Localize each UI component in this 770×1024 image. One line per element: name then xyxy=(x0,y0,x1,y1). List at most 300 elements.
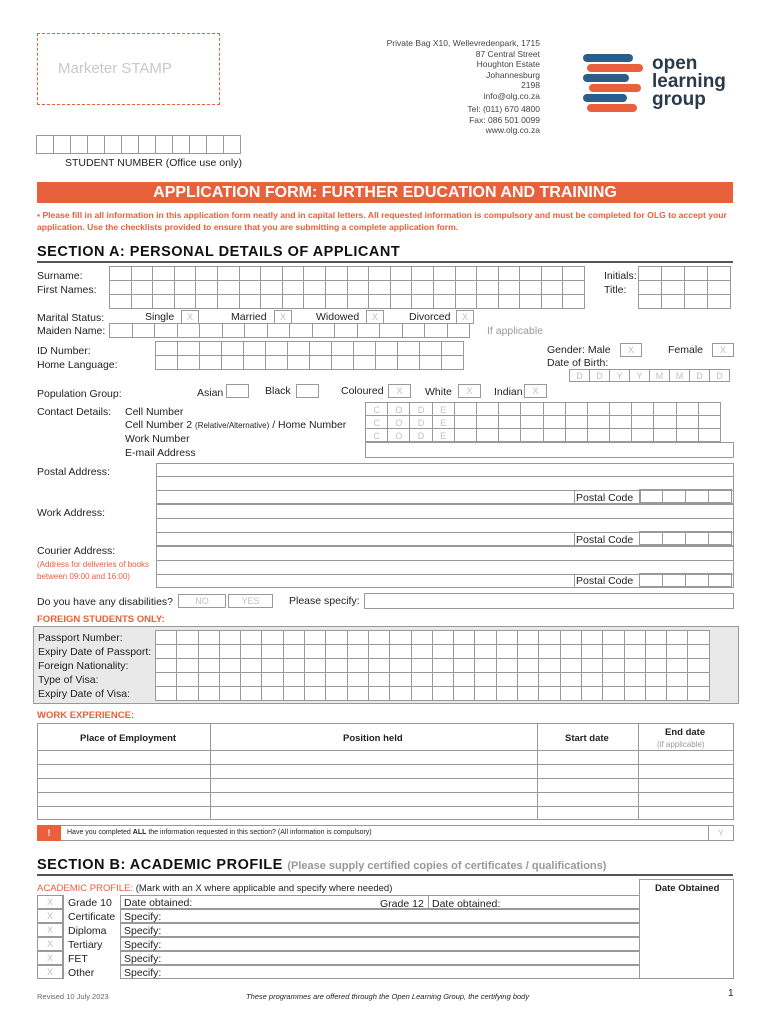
input-cell[interactable] xyxy=(541,294,564,309)
input-cell[interactable] xyxy=(538,644,560,659)
input-cell[interactable] xyxy=(662,573,686,587)
academic-row-input[interactable] xyxy=(120,937,640,951)
input-cell[interactable] xyxy=(283,644,305,659)
input-cell[interactable] xyxy=(174,294,197,309)
disability-specify-input[interactable] xyxy=(364,593,734,609)
input-cell[interactable] xyxy=(441,355,464,370)
input-cell[interactable] xyxy=(304,672,326,687)
input-cell[interactable] xyxy=(631,428,654,442)
input-cell[interactable] xyxy=(476,428,499,442)
input-cell[interactable] xyxy=(639,489,663,503)
input-cell[interactable] xyxy=(638,266,662,281)
input-cell[interactable] xyxy=(708,573,732,587)
input-cell[interactable] xyxy=(287,341,310,356)
input-cell[interactable] xyxy=(433,280,456,295)
input-cell[interactable] xyxy=(411,280,434,295)
input-cell[interactable] xyxy=(176,630,198,645)
input-cell[interactable] xyxy=(368,280,391,295)
input-cell[interactable] xyxy=(519,294,542,309)
input-cell[interactable] xyxy=(198,644,220,659)
academic-checkbox[interactable]: X xyxy=(37,937,63,951)
input-cell[interactable] xyxy=(176,686,198,701)
input-cell[interactable] xyxy=(411,686,433,701)
input-cell[interactable] xyxy=(261,630,283,645)
input-cell[interactable] xyxy=(662,489,686,503)
input-cell[interactable] xyxy=(283,672,305,687)
input-cell[interactable] xyxy=(219,644,241,659)
input-cell[interactable] xyxy=(283,658,305,673)
input-cell[interactable] xyxy=(565,402,588,416)
input-cell[interactable] xyxy=(496,644,518,659)
input-cell[interactable] xyxy=(131,294,154,309)
input-cell[interactable]: O xyxy=(387,402,410,416)
input-cell[interactable] xyxy=(152,294,175,309)
input-cell[interactable] xyxy=(432,644,454,659)
input-cell[interactable] xyxy=(474,658,496,673)
input-cell[interactable] xyxy=(109,280,132,295)
input-cell[interactable] xyxy=(240,644,262,659)
input-cell[interactable] xyxy=(653,402,676,416)
input-cell[interactable] xyxy=(177,341,200,356)
input-cell[interactable] xyxy=(411,266,434,281)
input-cell[interactable] xyxy=(325,280,348,295)
input-cell[interactable] xyxy=(587,428,610,442)
input-cell[interactable] xyxy=(653,415,676,429)
input-cell[interactable] xyxy=(357,323,381,338)
input-cell[interactable]: O xyxy=(387,428,410,442)
home-language-grid[interactable] xyxy=(156,356,464,370)
input-cell[interactable] xyxy=(282,266,305,281)
input-cell[interactable] xyxy=(265,355,288,370)
date-obtained-column[interactable] xyxy=(639,879,734,979)
input-cell[interactable] xyxy=(441,341,464,356)
input-cell[interactable] xyxy=(240,672,262,687)
female-checkbox[interactable]: X xyxy=(712,343,734,357)
input-cell[interactable] xyxy=(453,630,475,645)
input-cell[interactable] xyxy=(645,644,667,659)
academic-row-input[interactable] xyxy=(120,965,640,979)
input-cell[interactable] xyxy=(662,531,686,545)
input-cell[interactable]: E xyxy=(432,428,455,442)
input-cell[interactable] xyxy=(177,355,200,370)
input-cell[interactable] xyxy=(244,323,268,338)
work-number-grid[interactable] xyxy=(366,429,721,442)
input-cell[interactable] xyxy=(560,630,582,645)
input-cell[interactable] xyxy=(155,658,177,673)
input-cell[interactable] xyxy=(368,658,390,673)
input-cell[interactable] xyxy=(666,644,688,659)
input-cell[interactable] xyxy=(109,294,132,309)
input-cell[interactable] xyxy=(177,323,201,338)
input-cell[interactable] xyxy=(454,415,477,429)
title-grid-2[interactable] xyxy=(639,295,731,309)
input-cell[interactable] xyxy=(390,294,413,309)
input-cell[interactable] xyxy=(538,658,560,673)
input-cell[interactable] xyxy=(282,280,305,295)
input-cell[interactable] xyxy=(304,644,326,659)
input-cell[interactable] xyxy=(309,355,332,370)
coloured-checkbox[interactable]: X xyxy=(388,384,411,398)
input-cell[interactable] xyxy=(221,355,244,370)
input-cell[interactable] xyxy=(331,355,354,370)
input-cell[interactable] xyxy=(447,323,471,338)
input-cell[interactable] xyxy=(239,294,262,309)
input-cell[interactable]: C xyxy=(365,402,388,416)
input-cell[interactable]: D xyxy=(709,369,730,382)
input-cell[interactable] xyxy=(645,658,667,673)
input-cell[interactable] xyxy=(638,280,662,295)
input-cell[interactable] xyxy=(155,686,177,701)
input-cell[interactable] xyxy=(347,672,369,687)
input-cell[interactable] xyxy=(195,294,218,309)
input-cell[interactable] xyxy=(645,630,667,645)
input-cell[interactable] xyxy=(541,280,564,295)
email-input[interactable] xyxy=(365,442,734,458)
input-cell[interactable] xyxy=(707,294,731,309)
input-cell[interactable] xyxy=(289,323,313,338)
input-cell[interactable] xyxy=(453,672,475,687)
input-cell[interactable] xyxy=(219,630,241,645)
input-cell[interactable] xyxy=(219,658,241,673)
input-cell[interactable] xyxy=(109,266,132,281)
input-cell[interactable] xyxy=(645,672,667,687)
input-cell[interactable] xyxy=(240,658,262,673)
input-cell[interactable] xyxy=(639,573,663,587)
input-cell[interactable] xyxy=(389,686,411,701)
input-cell[interactable] xyxy=(304,686,326,701)
input-cell[interactable] xyxy=(519,266,542,281)
input-cell[interactable] xyxy=(389,658,411,673)
input-cell[interactable] xyxy=(325,658,347,673)
input-cell[interactable] xyxy=(283,630,305,645)
input-cell[interactable] xyxy=(581,686,603,701)
input-cell[interactable] xyxy=(152,280,175,295)
input-cell[interactable] xyxy=(602,630,624,645)
input-cell[interactable]: D xyxy=(589,369,610,382)
input-cell[interactable] xyxy=(243,341,266,356)
input-cell[interactable] xyxy=(411,672,433,687)
input-cell[interactable] xyxy=(708,489,732,503)
input-cell[interactable] xyxy=(496,658,518,673)
input-cell[interactable] xyxy=(368,686,390,701)
input-cell[interactable] xyxy=(455,280,478,295)
input-cell[interactable] xyxy=(638,294,662,309)
input-cell[interactable] xyxy=(496,686,518,701)
first-names-grid-2[interactable] xyxy=(110,295,585,309)
input-cell[interactable] xyxy=(498,428,521,442)
input-cell[interactable] xyxy=(155,630,177,645)
input-cell[interactable] xyxy=(424,323,448,338)
input-cell[interactable] xyxy=(541,266,564,281)
input-cell[interactable] xyxy=(562,280,585,295)
input-cell[interactable] xyxy=(219,672,241,687)
input-cell[interactable] xyxy=(312,323,336,338)
input-cell[interactable] xyxy=(685,573,709,587)
input-cell[interactable] xyxy=(498,280,521,295)
input-cell[interactable] xyxy=(261,644,283,659)
input-cell[interactable] xyxy=(661,294,685,309)
passport-number-grid[interactable] xyxy=(156,631,710,645)
input-cell[interactable] xyxy=(685,489,709,503)
input-cell[interactable] xyxy=(581,672,603,687)
input-cell[interactable] xyxy=(325,644,347,659)
input-cell[interactable] xyxy=(368,644,390,659)
input-cell[interactable] xyxy=(707,280,731,295)
input-cell[interactable] xyxy=(519,280,542,295)
input-cell[interactable] xyxy=(152,266,175,281)
input-cell[interactable] xyxy=(368,266,391,281)
input-cell[interactable] xyxy=(676,428,699,442)
input-cell[interactable] xyxy=(538,672,560,687)
input-cell[interactable] xyxy=(174,280,197,295)
input-cell[interactable] xyxy=(325,672,347,687)
input-cell[interactable] xyxy=(639,531,663,545)
visa-expiry-grid[interactable] xyxy=(156,687,710,701)
input-cell[interactable] xyxy=(176,658,198,673)
foreign-nationality-grid[interactable] xyxy=(156,659,710,673)
input-cell[interactable] xyxy=(390,280,413,295)
input-cell[interactable] xyxy=(347,280,370,295)
input-cell[interactable] xyxy=(131,266,154,281)
input-cell[interactable] xyxy=(432,630,454,645)
input-cell[interactable] xyxy=(685,531,709,545)
input-cell[interactable] xyxy=(698,415,721,429)
input-cell[interactable] xyxy=(645,686,667,701)
indian-checkbox[interactable]: X xyxy=(524,384,547,398)
input-cell[interactable] xyxy=(609,428,632,442)
surname-grid[interactable] xyxy=(110,267,585,281)
input-cell[interactable] xyxy=(411,630,433,645)
input-cell[interactable] xyxy=(474,686,496,701)
id-number-grid[interactable] xyxy=(156,342,464,356)
input-cell[interactable] xyxy=(397,355,420,370)
input-cell[interactable] xyxy=(587,415,610,429)
input-cell[interactable] xyxy=(155,355,178,370)
academic-row-input[interactable] xyxy=(120,909,640,923)
input-cell[interactable] xyxy=(517,672,539,687)
input-cell[interactable] xyxy=(520,402,543,416)
input-cell[interactable] xyxy=(562,266,585,281)
input-cell[interactable] xyxy=(581,644,603,659)
input-cell[interactable]: Y xyxy=(629,369,650,382)
input-cell[interactable] xyxy=(432,686,454,701)
input-cell[interactable] xyxy=(325,266,348,281)
widowed-checkbox[interactable]: X xyxy=(366,310,384,324)
input-cell[interactable] xyxy=(687,686,709,701)
input-cell[interactable] xyxy=(676,402,699,416)
input-cell[interactable] xyxy=(520,415,543,429)
input-cell[interactable] xyxy=(219,686,241,701)
input-cell[interactable] xyxy=(433,294,456,309)
input-cell[interactable] xyxy=(538,686,560,701)
input-cell[interactable] xyxy=(198,686,220,701)
input-cell[interactable] xyxy=(261,686,283,701)
input-cell[interactable] xyxy=(560,644,582,659)
input-cell[interactable] xyxy=(684,266,708,281)
input-cell[interactable] xyxy=(347,686,369,701)
input-cell[interactable] xyxy=(325,686,347,701)
input-cell[interactable] xyxy=(390,266,413,281)
input-cell[interactable] xyxy=(602,644,624,659)
input-cell[interactable] xyxy=(517,644,539,659)
input-cell[interactable]: D xyxy=(409,415,432,429)
male-checkbox[interactable]: X xyxy=(620,343,642,357)
postal-code-grid[interactable] xyxy=(640,532,732,545)
input-cell[interactable] xyxy=(454,402,477,416)
input-cell[interactable]: D xyxy=(569,369,590,382)
input-cell[interactable] xyxy=(661,280,685,295)
input-cell[interactable] xyxy=(581,630,603,645)
input-cell[interactable] xyxy=(195,266,218,281)
academic-checkbox[interactable]: X xyxy=(37,895,63,909)
input-cell[interactable] xyxy=(687,630,709,645)
married-checkbox[interactable]: X xyxy=(274,310,292,324)
first-names-grid[interactable] xyxy=(110,281,585,295)
input-cell[interactable] xyxy=(265,341,288,356)
input-cell[interactable] xyxy=(389,644,411,659)
input-cell[interactable] xyxy=(565,415,588,429)
input-cell[interactable] xyxy=(411,644,433,659)
input-cell[interactable] xyxy=(455,294,478,309)
input-cell[interactable] xyxy=(287,355,310,370)
input-cell[interactable] xyxy=(109,323,133,338)
input-cell[interactable] xyxy=(432,672,454,687)
input-cell[interactable] xyxy=(411,658,433,673)
input-cell[interactable] xyxy=(666,658,688,673)
input-cell[interactable] xyxy=(476,415,499,429)
input-cell[interactable] xyxy=(455,266,478,281)
input-cell[interactable] xyxy=(687,644,709,659)
input-cell[interactable] xyxy=(309,341,332,356)
input-cell[interactable] xyxy=(199,341,222,356)
input-cell[interactable] xyxy=(240,686,262,701)
input-cell[interactable] xyxy=(538,630,560,645)
input-cell[interactable] xyxy=(661,266,685,281)
input-cell[interactable]: D xyxy=(409,428,432,442)
input-cell[interactable] xyxy=(520,428,543,442)
input-cell[interactable] xyxy=(221,341,244,356)
input-cell[interactable] xyxy=(243,355,266,370)
input-cell[interactable] xyxy=(282,294,305,309)
input-cell[interactable] xyxy=(347,630,369,645)
visa-type-grid[interactable] xyxy=(156,673,710,687)
input-cell[interactable] xyxy=(543,402,566,416)
input-cell[interactable] xyxy=(260,280,283,295)
input-cell[interactable] xyxy=(198,658,220,673)
input-cell[interactable] xyxy=(517,686,539,701)
input-cell[interactable]: D xyxy=(689,369,710,382)
input-cell[interactable] xyxy=(174,266,197,281)
input-cell[interactable]: E xyxy=(432,402,455,416)
input-cell[interactable]: O xyxy=(387,415,410,429)
input-cell[interactable] xyxy=(498,402,521,416)
dob-grid[interactable] xyxy=(570,370,730,382)
input-cell[interactable] xyxy=(454,428,477,442)
input-cell[interactable] xyxy=(260,266,283,281)
asian-checkbox[interactable] xyxy=(226,384,249,398)
input-cell[interactable]: C xyxy=(365,428,388,442)
input-cell[interactable] xyxy=(624,644,646,659)
input-cell[interactable] xyxy=(474,630,496,645)
input-cell[interactable] xyxy=(684,294,708,309)
input-cell[interactable] xyxy=(453,686,475,701)
input-cell[interactable] xyxy=(666,672,688,687)
input-cell[interactable] xyxy=(347,644,369,659)
postal-code-grid[interactable] xyxy=(640,574,732,587)
input-cell[interactable] xyxy=(562,294,585,309)
input-cell[interactable] xyxy=(543,415,566,429)
academic-checkbox[interactable]: X xyxy=(37,951,63,965)
input-cell[interactable] xyxy=(132,323,156,338)
input-cell[interactable] xyxy=(602,686,624,701)
white-checkbox[interactable]: X xyxy=(458,384,481,398)
input-cell[interactable] xyxy=(389,672,411,687)
input-cell[interactable] xyxy=(411,294,434,309)
input-cell[interactable] xyxy=(334,323,358,338)
black-checkbox[interactable] xyxy=(296,384,319,398)
input-cell[interactable] xyxy=(347,658,369,673)
input-cell[interactable] xyxy=(498,294,521,309)
input-cell[interactable] xyxy=(698,428,721,442)
input-cell[interactable] xyxy=(199,323,223,338)
input-cell[interactable] xyxy=(375,341,398,356)
input-cell[interactable] xyxy=(155,672,177,687)
input-cell[interactable] xyxy=(602,672,624,687)
input-cell[interactable] xyxy=(609,415,632,429)
input-cell[interactable] xyxy=(155,644,177,659)
input-cell[interactable] xyxy=(496,630,518,645)
input-cell[interactable] xyxy=(155,341,178,356)
input-cell[interactable]: E xyxy=(432,415,455,429)
input-cell[interactable] xyxy=(419,355,442,370)
postal-code-grid[interactable] xyxy=(640,490,732,503)
input-cell[interactable] xyxy=(560,658,582,673)
input-cell[interactable] xyxy=(261,658,283,673)
disability-no-checkbox[interactable]: NO xyxy=(178,594,226,608)
input-cell[interactable] xyxy=(368,630,390,645)
input-cell[interactable] xyxy=(666,630,688,645)
input-cell[interactable] xyxy=(198,672,220,687)
input-cell[interactable] xyxy=(347,294,370,309)
input-cell[interactable] xyxy=(602,658,624,673)
initials-grid[interactable] xyxy=(639,267,731,281)
input-cell[interactable] xyxy=(375,355,398,370)
input-cell[interactable] xyxy=(379,323,403,338)
input-cell[interactable] xyxy=(303,266,326,281)
input-cell[interactable] xyxy=(217,280,240,295)
input-cell[interactable] xyxy=(453,658,475,673)
input-cell[interactable] xyxy=(631,402,654,416)
input-cell[interactable] xyxy=(402,323,426,338)
academic-row-input[interactable] xyxy=(120,923,640,937)
input-cell[interactable]: D xyxy=(409,402,432,416)
input-cell[interactable] xyxy=(283,686,305,701)
input-cell[interactable] xyxy=(353,341,376,356)
input-cell[interactable] xyxy=(267,323,291,338)
input-cell[interactable] xyxy=(676,415,699,429)
input-cell[interactable] xyxy=(325,630,347,645)
input-cell[interactable] xyxy=(331,341,354,356)
input-cell[interactable] xyxy=(239,266,262,281)
input-cell[interactable] xyxy=(397,341,420,356)
input-cell[interactable] xyxy=(261,672,283,687)
input-cell[interactable] xyxy=(199,355,222,370)
input-cell[interactable] xyxy=(496,672,518,687)
input-cell[interactable] xyxy=(631,415,654,429)
input-cell[interactable] xyxy=(581,658,603,673)
input-cell[interactable] xyxy=(498,415,521,429)
input-cell[interactable] xyxy=(560,686,582,701)
